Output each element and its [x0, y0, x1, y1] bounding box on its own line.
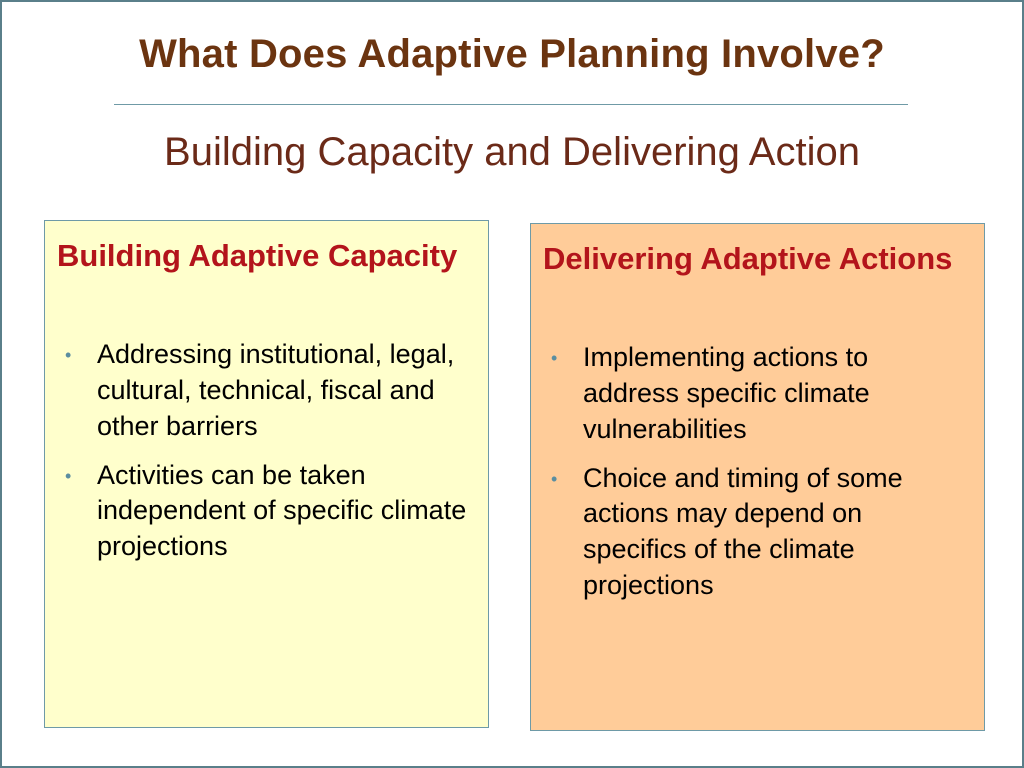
- bullet-icon: •: [551, 347, 558, 368]
- slide-title: What Does Adaptive Planning Involve?: [139, 32, 885, 76]
- list-item: [57, 458, 474, 566]
- list-item: [543, 461, 970, 605]
- delivering-actions-heading: Delivering Adaptive Actions: [543, 241, 953, 276]
- building-capacity-box: [44, 220, 489, 728]
- slide-subtitle: Building Capacity and Delivering Action: [164, 130, 860, 174]
- list-item-text: Addressing institutional, legal, cultural, technical, fiscal and other barriers: [97, 338, 455, 441]
- list-item: [543, 340, 970, 448]
- list-item-text: Implementing actions to address specific climate vulnerabilities: [583, 341, 870, 444]
- delivering-actions-box: [530, 223, 985, 731]
- bullet-icon: •: [551, 468, 558, 489]
- list-item: [57, 337, 474, 445]
- building-capacity-heading: Building Adaptive Capacity: [57, 238, 458, 273]
- bullet-icon: •: [65, 344, 72, 365]
- bullet-icon: •: [65, 465, 72, 486]
- title-divider: [114, 104, 908, 105]
- list-item-text: Activities can be taken independent of specific climate projections: [97, 459, 467, 562]
- building-capacity-list: [57, 337, 474, 565]
- list-item-text: Choice and timing of some actions may depend on specifics of the climate projections: [583, 462, 903, 601]
- delivering-actions-list: [543, 340, 970, 604]
